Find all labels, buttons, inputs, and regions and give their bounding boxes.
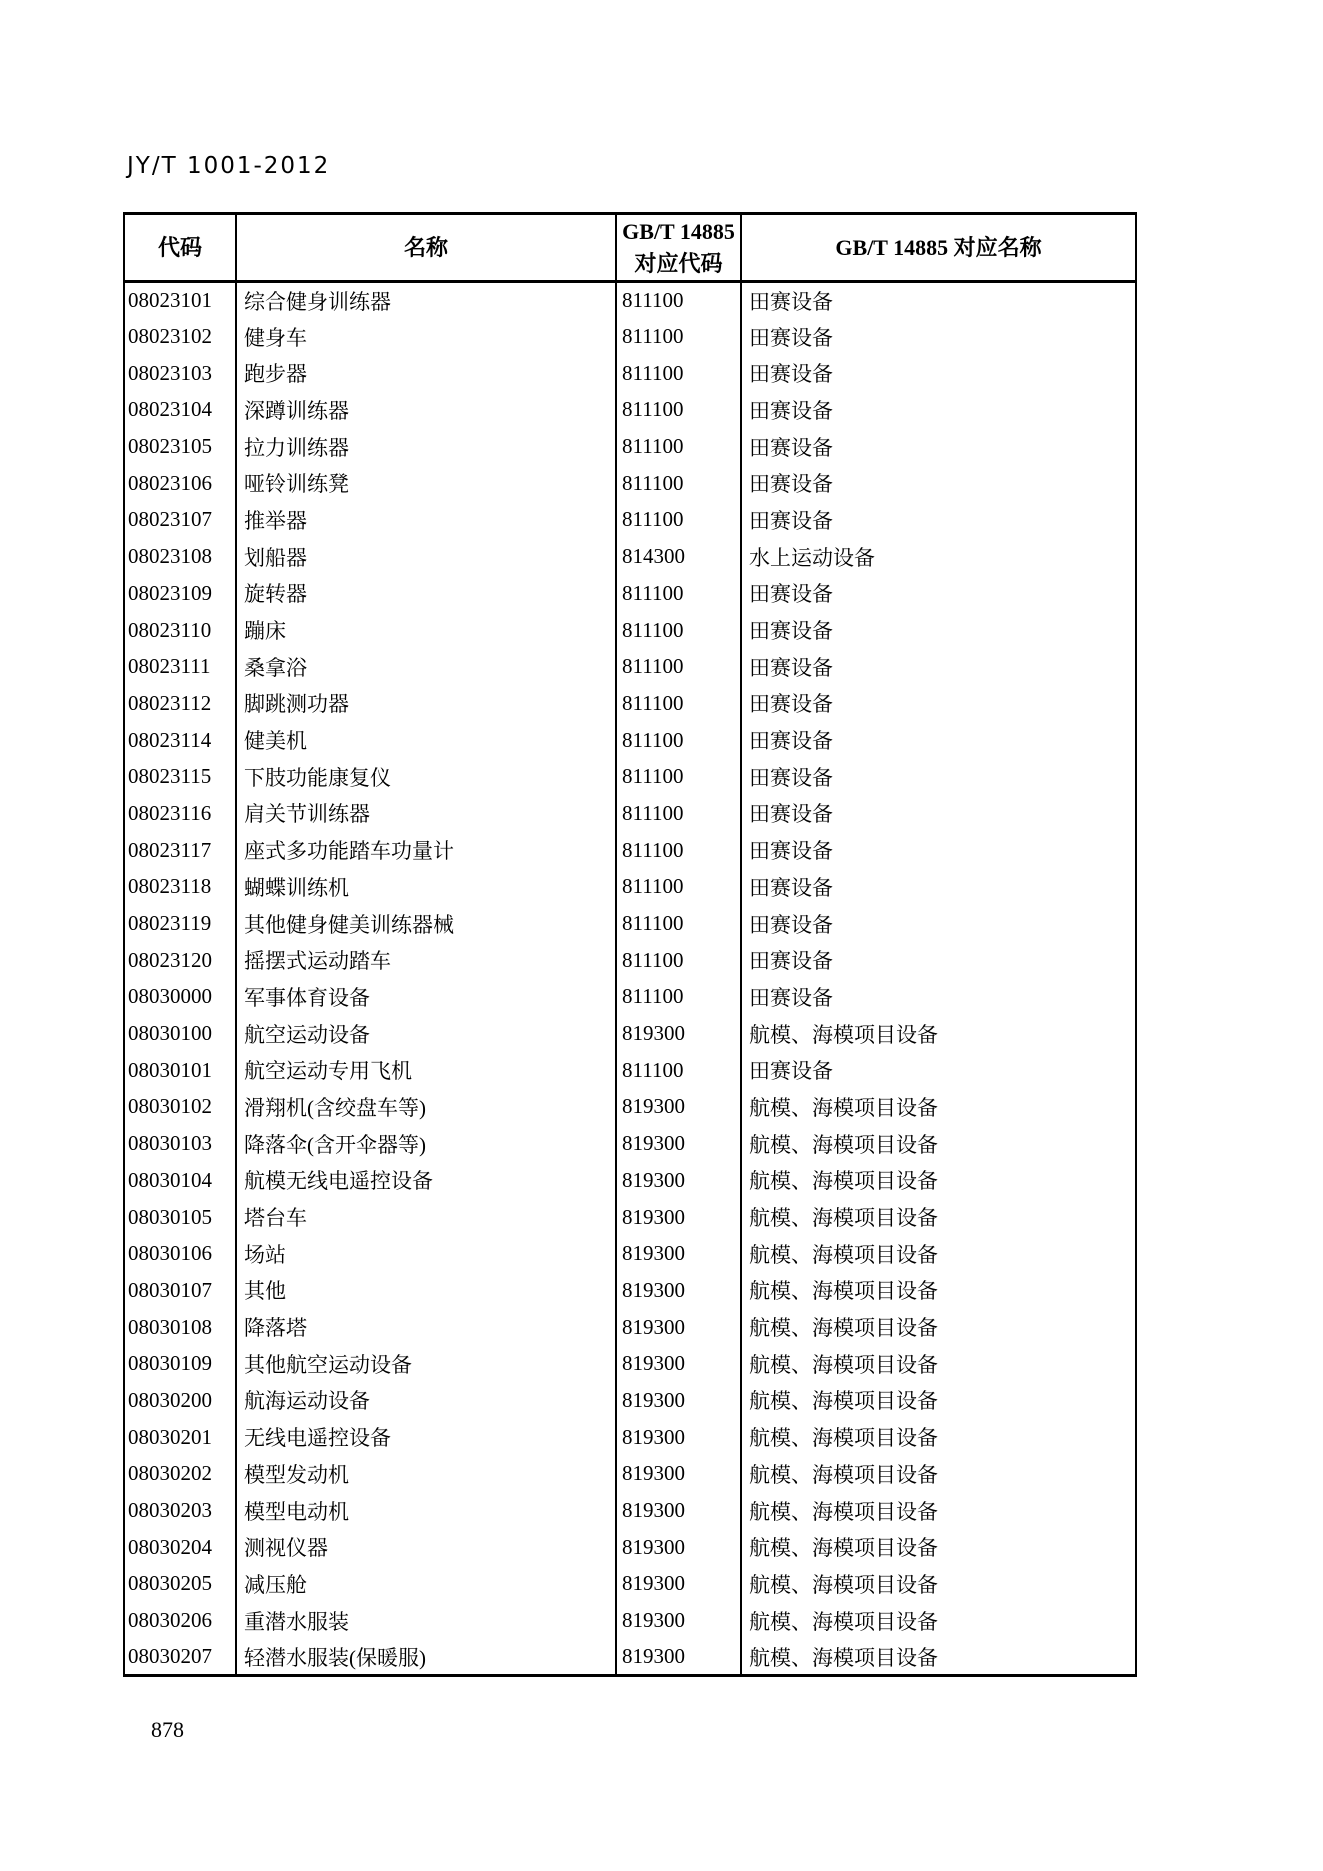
table-row	[124, 1052, 1136, 1089]
cell-gb-name: 田赛设备	[741, 648, 1136, 685]
table-row	[124, 795, 1136, 832]
cell-gb-code: 819300	[616, 1382, 741, 1419]
cell-gb-name: 田赛设备	[741, 612, 1136, 649]
cell-name: 健身车	[236, 318, 616, 355]
table-row	[124, 355, 1136, 392]
cell-gb-code: 819300	[616, 1272, 741, 1309]
cell-gb-code: 819300	[616, 1162, 741, 1199]
cell-gb-name: 航模、海模项目设备	[741, 1199, 1136, 1236]
cell-code: 08023101	[128, 288, 212, 313]
table-row	[124, 648, 1136, 685]
cell-gb-name: 田赛设备	[741, 1052, 1136, 1089]
cell-name: 旋转器	[236, 575, 616, 612]
table-row	[124, 1639, 1136, 1676]
cell-name: 脚跳测功器	[236, 685, 616, 722]
table-row	[124, 1235, 1136, 1272]
cell-name: 模型发动机	[236, 1456, 616, 1493]
table-row	[124, 392, 1136, 429]
cell-code: 08030205	[128, 1571, 212, 1596]
table-row	[124, 758, 1136, 795]
header-name	[236, 214, 616, 282]
cell-gb-code: 811100	[616, 685, 741, 722]
cell-gb-name: 航模、海模项目设备	[741, 1492, 1136, 1529]
cell-code: 08023110	[128, 617, 212, 642]
table-row	[124, 1309, 1136, 1346]
cell-code: 08023118	[128, 874, 212, 899]
cell-gb-name: 航模、海模项目设备	[741, 1309, 1136, 1346]
code-mapping-table-container	[123, 212, 1137, 1677]
cell-code: 08030101	[128, 1057, 212, 1082]
cell-code: 08023104	[128, 397, 212, 422]
cell-code: 08023117	[128, 837, 212, 862]
cell-code: 08023115	[128, 764, 212, 789]
cell-name: 哑铃训练凳	[236, 465, 616, 502]
cell-gb-code: 819300	[616, 1235, 741, 1272]
cell-code: 08023103	[128, 360, 212, 385]
table-row	[124, 832, 1136, 869]
header-gb-code	[616, 214, 741, 282]
cell-code: 08030102	[128, 1094, 212, 1119]
cell-code: 08023116	[128, 800, 212, 825]
table-row	[124, 942, 1136, 979]
cell-gb-code: 811100	[616, 648, 741, 685]
cell-gb-name: 航模、海模项目设备	[741, 1602, 1136, 1639]
cell-code: 08023108	[128, 544, 212, 569]
header-name-label: 名称	[403, 234, 448, 260]
cell-name: 场站	[236, 1235, 616, 1272]
table-row	[124, 1529, 1136, 1566]
cell-gb-name: 航模、海模项目设备	[741, 1382, 1136, 1419]
cell-gb-code: 811100	[616, 392, 741, 429]
cell-name: 重潜水服装	[236, 1602, 616, 1639]
cell-gb-name: 田赛设备	[741, 979, 1136, 1016]
cell-name: 座式多功能踏车功量计	[236, 832, 616, 869]
cell-code: 08023120	[128, 947, 212, 972]
cell-name: 摇摆式运动踏车	[236, 942, 616, 979]
cell-gb-code: 811100	[616, 428, 741, 465]
cell-gb-code: 811100	[616, 1052, 741, 1089]
cell-gb-name: 田赛设备	[741, 795, 1136, 832]
cell-gb-code: 819300	[616, 1492, 741, 1529]
cell-gb-code: 819300	[616, 1639, 741, 1676]
cell-gb-name: 航模、海模项目设备	[741, 1566, 1136, 1603]
table-row	[124, 1162, 1136, 1199]
table-row	[124, 1015, 1136, 1052]
cell-name: 蝴蝶训练机	[236, 869, 616, 906]
cell-code: 08023114	[128, 727, 212, 752]
table-body	[124, 282, 1136, 1676]
cell-name: 航海运动设备	[236, 1382, 616, 1419]
table-row	[124, 575, 1136, 612]
cell-gb-code: 811100	[616, 575, 741, 612]
cell-code: 08023109	[128, 580, 212, 605]
cell-gb-name: 田赛设备	[741, 905, 1136, 942]
table-row	[124, 1125, 1136, 1162]
cell-gb-code: 819300	[616, 1199, 741, 1236]
cell-gb-name: 航模、海模项目设备	[741, 1015, 1136, 1052]
cell-gb-name: 水上运动设备	[741, 538, 1136, 575]
cell-gb-code: 811100	[616, 612, 741, 649]
cell-name: 塔台车	[236, 1199, 616, 1236]
cell-gb-name: 田赛设备	[741, 318, 1136, 355]
table-row	[124, 465, 1136, 502]
header-gb-code-line2: 对应代码	[634, 250, 723, 276]
header-gb-name	[741, 214, 1136, 282]
cell-gb-name: 航模、海模项目设备	[741, 1639, 1136, 1676]
cell-code: 08023105	[128, 434, 212, 459]
cell-name: 桑拿浴	[236, 648, 616, 685]
cell-name: 划船器	[236, 538, 616, 575]
cell-gb-code: 811100	[616, 502, 741, 539]
table-row	[124, 428, 1136, 465]
cell-name: 综合健身训练器	[236, 282, 616, 319]
cell-gb-name: 田赛设备	[741, 575, 1136, 612]
cell-gb-code: 811100	[616, 979, 741, 1016]
cell-name: 无线电遥控设备	[236, 1419, 616, 1456]
cell-gb-name: 航模、海模项目设备	[741, 1345, 1136, 1382]
cell-gb-name: 田赛设备	[741, 282, 1136, 319]
cell-code: 08030202	[128, 1461, 212, 1486]
table-row	[124, 1492, 1136, 1529]
header-gb-name-label: GB/T 14885 对应名称	[835, 234, 1042, 260]
cell-gb-name: 田赛设备	[741, 392, 1136, 429]
cell-gb-code: 811100	[616, 795, 741, 832]
cell-name: 推举器	[236, 502, 616, 539]
code-mapping-table	[123, 212, 1137, 1677]
cell-gb-name: 田赛设备	[741, 465, 1136, 502]
cell-code: 08030200	[128, 1387, 212, 1412]
cell-name: 滑翔机(含绞盘车等)	[236, 1089, 616, 1126]
cell-code: 08023102	[128, 324, 212, 349]
cell-code: 08030206	[128, 1608, 212, 1633]
header-code-label: 代码	[157, 234, 202, 260]
header-gb-code-line1: GB/T 14885	[622, 218, 735, 244]
cell-code: 08030104	[128, 1167, 212, 1192]
cell-name: 跑步器	[236, 355, 616, 392]
cell-gb-name: 航模、海模项目设备	[741, 1456, 1136, 1493]
table-header-row	[124, 214, 1136, 282]
cell-code: 08030107	[128, 1277, 212, 1302]
table-row	[124, 905, 1136, 942]
cell-gb-name: 田赛设备	[741, 832, 1136, 869]
cell-name: 轻潜水服装(保暖服)	[236, 1639, 616, 1676]
table-row	[124, 685, 1136, 722]
cell-name: 军事体育设备	[236, 979, 616, 1016]
table-row	[124, 722, 1136, 759]
cell-code: 08023112	[128, 690, 212, 715]
cell-gb-code: 819300	[616, 1089, 741, 1126]
cell-name: 降落伞(含开伞器等)	[236, 1125, 616, 1162]
cell-code: 08023111	[128, 654, 211, 679]
cell-gb-code: 819300	[616, 1456, 741, 1493]
cell-name: 航空运动设备	[236, 1015, 616, 1052]
cell-gb-name: 田赛设备	[741, 722, 1136, 759]
cell-gb-name: 航模、海模项目设备	[741, 1125, 1136, 1162]
header-code	[124, 214, 236, 282]
cell-name: 其他航空运动设备	[236, 1345, 616, 1382]
cell-gb-name: 田赛设备	[741, 685, 1136, 722]
cell-code: 08030100	[128, 1021, 212, 1046]
table-row	[124, 869, 1136, 906]
cell-gb-name: 田赛设备	[741, 502, 1136, 539]
cell-name: 航空运动专用飞机	[236, 1052, 616, 1089]
cell-gb-code: 811100	[616, 869, 741, 906]
cell-gb-code: 814300	[616, 538, 741, 575]
cell-name: 模型电动机	[236, 1492, 616, 1529]
cell-code: 08030203	[128, 1498, 212, 1523]
table-row	[124, 282, 1136, 319]
cell-code: 08030105	[128, 1204, 212, 1229]
table-row	[124, 1272, 1136, 1309]
cell-gb-code: 811100	[616, 758, 741, 795]
cell-gb-name: 航模、海模项目设备	[741, 1162, 1136, 1199]
cell-gb-name: 航模、海模项目设备	[741, 1272, 1136, 1309]
cell-code: 08030204	[128, 1534, 212, 1559]
cell-name: 航模无线电遥控设备	[236, 1162, 616, 1199]
cell-gb-name: 航模、海模项目设备	[741, 1529, 1136, 1566]
table-row	[124, 318, 1136, 355]
cell-code: 08030108	[128, 1314, 212, 1339]
cell-gb-name: 田赛设备	[741, 942, 1136, 979]
cell-code: 08023106	[128, 470, 212, 495]
cell-code: 08030201	[128, 1424, 212, 1449]
cell-gb-code: 811100	[616, 355, 741, 392]
cell-gb-name: 田赛设备	[741, 758, 1136, 795]
table-row	[124, 1419, 1136, 1456]
table-row	[124, 1089, 1136, 1126]
doc-number: JY/T 1001-2012	[127, 153, 331, 179]
cell-name: 健美机	[236, 722, 616, 759]
cell-gb-code: 811100	[616, 465, 741, 502]
cell-gb-name: 航模、海模项目设备	[741, 1235, 1136, 1272]
table-row	[124, 1382, 1136, 1419]
cell-gb-code: 819300	[616, 1345, 741, 1382]
cell-name: 肩关节训练器	[236, 795, 616, 832]
cell-name: 蹦床	[236, 612, 616, 649]
cell-gb-code: 811100	[616, 722, 741, 759]
table-row	[124, 612, 1136, 649]
cell-name: 测视仪器	[236, 1529, 616, 1566]
cell-gb-code: 819300	[616, 1566, 741, 1603]
cell-gb-name: 田赛设备	[741, 428, 1136, 465]
table-row	[124, 1345, 1136, 1382]
cell-gb-name: 田赛设备	[741, 355, 1136, 392]
cell-gb-code: 811100	[616, 942, 741, 979]
cell-code: 08030106	[128, 1241, 212, 1266]
table-row	[124, 538, 1136, 575]
cell-code: 08030000	[128, 984, 212, 1009]
cell-gb-code: 819300	[616, 1602, 741, 1639]
table-row	[124, 1199, 1136, 1236]
cell-code: 08030109	[128, 1351, 212, 1376]
table-row	[124, 1602, 1136, 1639]
cell-name: 拉力训练器	[236, 428, 616, 465]
cell-gb-code: 819300	[616, 1419, 741, 1456]
table-row	[124, 1566, 1136, 1603]
cell-gb-name: 航模、海模项目设备	[741, 1089, 1136, 1126]
cell-gb-code: 811100	[616, 832, 741, 869]
table-row	[124, 1456, 1136, 1493]
cell-code: 08023107	[128, 507, 212, 532]
cell-gb-code: 819300	[616, 1125, 741, 1162]
cell-gb-code: 819300	[616, 1015, 741, 1052]
cell-name: 深蹲训练器	[236, 392, 616, 429]
cell-gb-name: 田赛设备	[741, 869, 1136, 906]
cell-gb-code: 811100	[616, 905, 741, 942]
table-row	[124, 979, 1136, 1016]
cell-code: 08030207	[128, 1644, 212, 1669]
cell-gb-name: 航模、海模项目设备	[741, 1419, 1136, 1456]
cell-gb-code: 811100	[616, 318, 741, 355]
cell-code: 08023119	[128, 911, 212, 936]
cell-name: 降落塔	[236, 1309, 616, 1346]
page-number: 878	[151, 1717, 184, 1742]
cell-name: 其他健身健美训练器械	[236, 905, 616, 942]
cell-code: 08030103	[128, 1131, 212, 1156]
cell-name: 其他	[236, 1272, 616, 1309]
table-row	[124, 502, 1136, 539]
cell-name: 下肢功能康复仪	[236, 758, 616, 795]
cell-gb-code: 819300	[616, 1529, 741, 1566]
cell-gb-code: 811100	[616, 282, 741, 319]
cell-gb-code: 819300	[616, 1309, 741, 1346]
cell-name: 减压舱	[236, 1566, 616, 1603]
